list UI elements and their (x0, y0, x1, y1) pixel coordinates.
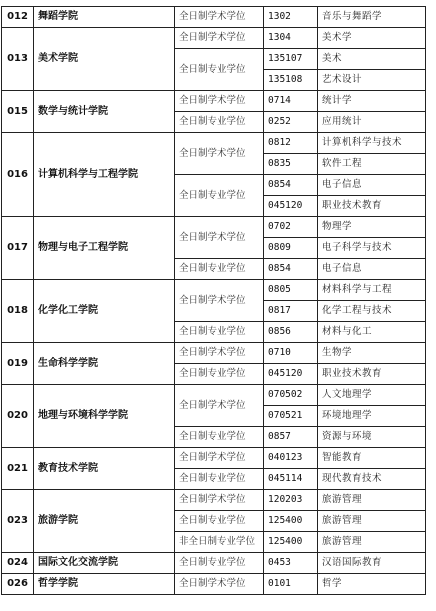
major-code: 0854 (264, 259, 318, 280)
major-code: 0252 (264, 112, 318, 133)
major-code: 045120 (264, 196, 318, 217)
program-table (1, 6, 426, 595)
major-code: 135107 (264, 49, 318, 70)
college-code: 023 (2, 490, 34, 553)
major-name: 职业技术教育 (318, 196, 426, 217)
college-name: 教育技术学院 (34, 448, 175, 490)
major-code: 0101 (264, 574, 318, 595)
major-code: 045120 (264, 364, 318, 385)
college-code: 019 (2, 343, 34, 385)
degree-type: 全日制专业学位 (175, 553, 264, 574)
major-code: 0812 (264, 133, 318, 154)
major-name: 旅游管理 (318, 532, 426, 553)
table-row (2, 28, 426, 49)
major-name: 现代教育技术 (318, 469, 426, 490)
college-name: 数学与统计学院 (34, 91, 175, 133)
major-code: 0856 (264, 322, 318, 343)
major-name: 电子信息 (318, 175, 426, 196)
major-name: 计算机科学与技术 (318, 133, 426, 154)
major-name: 艺术设计 (318, 70, 426, 91)
major-code: 0805 (264, 280, 318, 301)
major-name: 旅游管理 (318, 490, 426, 511)
major-code: 0702 (264, 217, 318, 238)
major-name: 智能教育 (318, 448, 426, 469)
table-row (2, 385, 426, 406)
college-name: 美术学院 (34, 28, 175, 91)
major-code: 135108 (264, 70, 318, 91)
degree-type: 全日制专业学位 (175, 49, 264, 91)
program-table-wrapper (1, 6, 425, 595)
degree-type: 全日制专业学位 (175, 427, 264, 448)
major-name: 环境地理学 (318, 406, 426, 427)
major-name: 人文地理学 (318, 385, 426, 406)
major-code: 120203 (264, 490, 318, 511)
major-name: 汉语国际教育 (318, 553, 426, 574)
major-name: 职业技术教育 (318, 364, 426, 385)
college-code: 021 (2, 448, 34, 490)
major-code: 0857 (264, 427, 318, 448)
major-code: 0854 (264, 175, 318, 196)
major-code: 0453 (264, 553, 318, 574)
college-name: 舞蹈学院 (34, 7, 175, 28)
major-name: 电子信息 (318, 259, 426, 280)
major-name: 电子科学与技术 (318, 238, 426, 259)
college-code: 020 (2, 385, 34, 448)
major-name: 美术 (318, 49, 426, 70)
degree-type: 全日制专业学位 (175, 112, 264, 133)
table-row (2, 574, 426, 595)
college-name: 物理与电子工程学院 (34, 217, 175, 280)
degree-type: 全日制专业学位 (175, 175, 264, 217)
major-code: 1302 (264, 7, 318, 28)
major-code: 0809 (264, 238, 318, 259)
degree-type: 全日制学术学位 (175, 385, 264, 427)
major-code: 125400 (264, 532, 318, 553)
major-code: 040123 (264, 448, 318, 469)
college-code: 015 (2, 91, 34, 133)
degree-type: 全日制学术学位 (175, 490, 264, 511)
major-code: 0835 (264, 154, 318, 175)
major-name: 美术学 (318, 28, 426, 49)
college-code: 024 (2, 553, 34, 574)
degree-type: 全日制专业学位 (175, 364, 264, 385)
table-row (2, 91, 426, 112)
college-name: 哲学学院 (34, 574, 175, 595)
degree-type: 全日制专业学位 (175, 511, 264, 532)
major-name: 旅游管理 (318, 511, 426, 532)
degree-type: 非全日制专业学位 (175, 532, 264, 553)
degree-type: 全日制学术学位 (175, 133, 264, 175)
table-row (2, 490, 426, 511)
college-code: 013 (2, 28, 34, 91)
major-name: 音乐与舞蹈学 (318, 7, 426, 28)
degree-type: 全日制学术学位 (175, 280, 264, 322)
major-code: 070502 (264, 385, 318, 406)
college-code: 016 (2, 133, 34, 217)
major-name: 资源与环境 (318, 427, 426, 448)
major-code: 125400 (264, 511, 318, 532)
degree-type: 全日制学术学位 (175, 91, 264, 112)
degree-type: 全日制专业学位 (175, 322, 264, 343)
major-code: 070521 (264, 406, 318, 427)
college-code: 012 (2, 7, 34, 28)
major-name: 应用统计 (318, 112, 426, 133)
college-code: 017 (2, 217, 34, 280)
degree-type: 全日制专业学位 (175, 259, 264, 280)
college-code: 018 (2, 280, 34, 343)
table-row (2, 217, 426, 238)
major-code: 0710 (264, 343, 318, 364)
table-row (2, 343, 426, 364)
degree-type: 全日制学术学位 (175, 7, 264, 28)
table-row (2, 448, 426, 469)
major-name: 软件工程 (318, 154, 426, 175)
degree-type: 全日制学术学位 (175, 28, 264, 49)
major-name: 哲学 (318, 574, 426, 595)
table-row (2, 133, 426, 154)
college-name: 地理与环境科学学院 (34, 385, 175, 448)
degree-type: 全日制学术学位 (175, 217, 264, 259)
college-name: 化学化工学院 (34, 280, 175, 343)
major-name: 物理学 (318, 217, 426, 238)
college-name: 国际文化交流学院 (34, 553, 175, 574)
major-name: 材料科学与工程 (318, 280, 426, 301)
major-name: 化学工程与技术 (318, 301, 426, 322)
degree-type: 全日制学术学位 (175, 574, 264, 595)
degree-type: 全日制学术学位 (175, 448, 264, 469)
major-name: 统计学 (318, 91, 426, 112)
college-name: 旅游学院 (34, 490, 175, 553)
major-code: 0817 (264, 301, 318, 322)
degree-type: 全日制专业学位 (175, 469, 264, 490)
major-code: 0714 (264, 91, 318, 112)
degree-type: 全日制学术学位 (175, 343, 264, 364)
major-code: 1304 (264, 28, 318, 49)
table-row (2, 7, 426, 28)
major-name: 材料与化工 (318, 322, 426, 343)
major-code: 045114 (264, 469, 318, 490)
college-name: 生命科学学院 (34, 343, 175, 385)
program-table-body (2, 7, 426, 595)
table-row (2, 553, 426, 574)
major-name: 生物学 (318, 343, 426, 364)
college-code: 026 (2, 574, 34, 595)
table-row (2, 280, 426, 301)
college-name: 计算机科学与工程学院 (34, 133, 175, 217)
